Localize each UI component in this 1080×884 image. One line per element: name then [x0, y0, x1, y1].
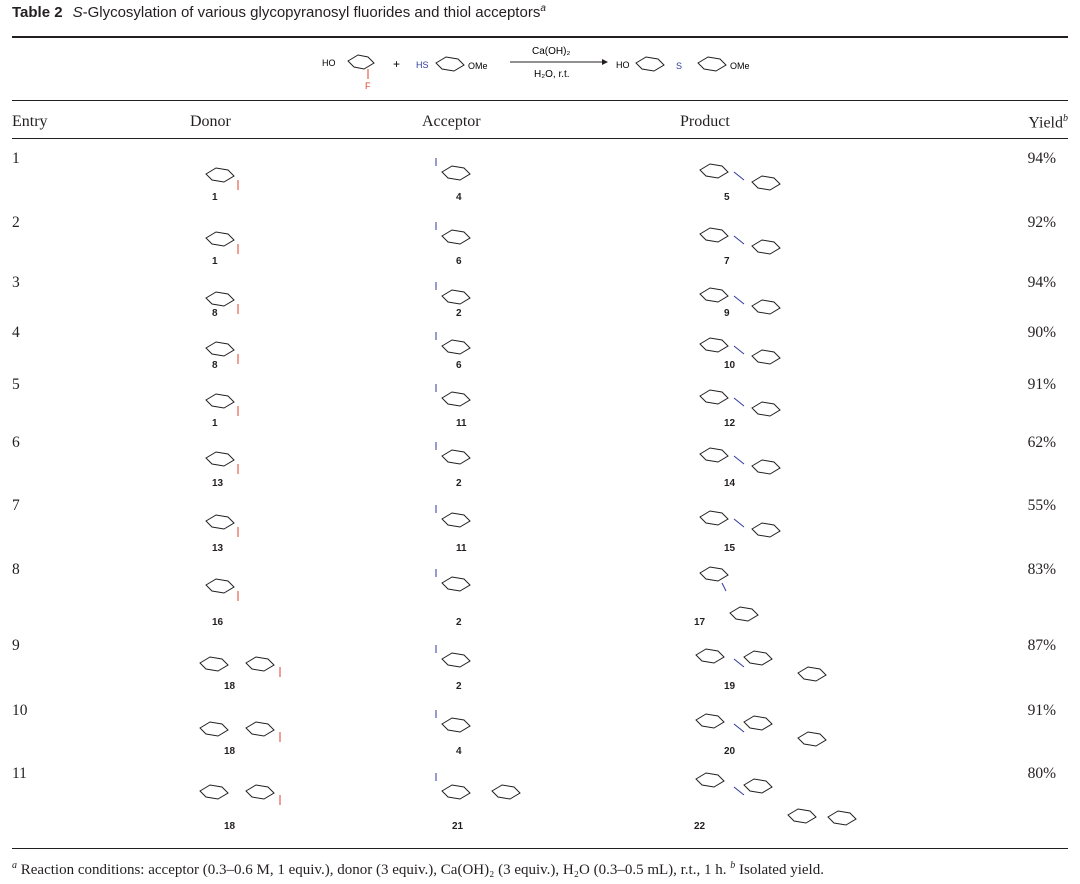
donor-structure	[188, 214, 244, 256]
product-compound-number: 7	[724, 256, 730, 267]
yield-value: 94%	[1027, 150, 1056, 167]
table-label: Table 2	[12, 4, 63, 21]
donor-structure	[188, 376, 244, 418]
donor-structure	[188, 765, 288, 821]
acceptor-compound-number: 6	[456, 360, 462, 371]
acceptor-compound-number: 11	[456, 543, 467, 554]
caption-text: -Glycosylation of various glycopyranosyl fluorides and thiol acceptors	[82, 4, 541, 21]
donor-structure	[188, 274, 244, 308]
table-row	[0, 214, 1080, 270]
product-structure	[678, 765, 848, 825]
scheme-donor-ho: HO	[322, 58, 336, 68]
yield-value: 80%	[1027, 765, 1056, 782]
entry-number: 1	[12, 150, 20, 167]
product-structure	[678, 214, 788, 260]
reaction-scheme	[310, 39, 780, 97]
acceptor-structure	[420, 497, 480, 543]
header-product: Product	[680, 113, 730, 130]
footnote-mark-a: a	[12, 860, 17, 871]
donor-compound-number: 16	[212, 617, 224, 628]
product-structure	[678, 702, 848, 750]
footnote-text-b: Isolated yield.	[738, 862, 824, 878]
product-structure	[678, 637, 848, 685]
scheme-product-s: S	[676, 61, 683, 71]
acceptor-structure	[420, 324, 480, 360]
entry-number: 4	[12, 324, 20, 341]
acceptor-structure	[420, 702, 480, 746]
table-row	[0, 324, 1080, 374]
scheme-reagent-top: Ca(OH)₂	[532, 46, 571, 57]
donor-structure	[188, 561, 244, 617]
yield-value: 91%	[1027, 702, 1056, 719]
header-donor: Donor	[190, 113, 231, 130]
yield-value: 94%	[1027, 274, 1056, 291]
scheme-donor-f: F	[365, 81, 371, 91]
product-structure	[678, 324, 788, 364]
table-row	[0, 702, 1080, 760]
scheme-acceptor-ome: OMe	[468, 61, 488, 71]
scheme-plus: +	[393, 57, 401, 71]
header-rule	[12, 138, 1068, 139]
acceptor-structure	[420, 637, 480, 681]
donor-compound-number: 1	[212, 192, 218, 203]
scheme-donor	[348, 55, 374, 79]
product-structure	[678, 434, 788, 482]
acceptor-compound-number: 2	[456, 478, 462, 489]
donor-compound-number: 13	[212, 478, 224, 489]
scheme-product-ho: HO	[616, 60, 630, 70]
table-footnote	[12, 860, 824, 879]
caption-footnote-mark: a	[540, 3, 546, 14]
table-row	[0, 434, 1080, 492]
donor-compound-number: 1	[212, 418, 218, 429]
table-row	[0, 637, 1080, 695]
header-yield	[1028, 113, 1068, 132]
acceptor-structure	[420, 376, 480, 418]
donor-compound-number: 18	[224, 681, 236, 692]
table-row	[0, 274, 1080, 322]
acceptor-structure	[420, 434, 480, 478]
table-row	[0, 561, 1080, 631]
product-compound-number: 20	[724, 746, 736, 757]
header-entry: Entry	[12, 113, 48, 130]
product-structure	[678, 150, 788, 196]
yield-value: 62%	[1027, 434, 1056, 451]
entry-number: 9	[12, 637, 20, 654]
donor-structure	[188, 637, 288, 681]
top-rule	[12, 36, 1068, 38]
table-row	[0, 765, 1080, 835]
bottom-rule	[12, 848, 1068, 849]
acceptor-compound-number: 2	[456, 617, 462, 628]
entry-number: 2	[12, 214, 20, 231]
product-compound-number: 15	[724, 543, 736, 554]
entry-number: 10	[12, 702, 28, 719]
product-compound-number: 19	[724, 681, 736, 692]
table-row	[0, 497, 1080, 557]
yield-value: 91%	[1027, 376, 1056, 393]
donor-compound-number: 1	[212, 256, 218, 267]
yield-value: 87%	[1027, 637, 1056, 654]
donor-compound-number: 13	[212, 543, 224, 554]
donor-structure	[188, 434, 244, 478]
acceptor-compound-number: 6	[456, 256, 462, 267]
product-compound-number: 9	[724, 308, 730, 319]
product-compound-number: 12	[724, 418, 736, 429]
entry-number: 3	[12, 274, 20, 291]
scheme-acceptor	[436, 57, 464, 71]
header-yield-mark: b	[1063, 113, 1068, 124]
table-row	[0, 376, 1080, 432]
entry-number: 11	[12, 765, 27, 782]
entry-number: 7	[12, 497, 20, 514]
table-caption	[12, 3, 546, 21]
scheme-arrow-head	[602, 59, 608, 65]
header-yield-text: Yield	[1028, 114, 1063, 132]
acceptor-compound-number: 2	[456, 308, 462, 319]
scheme-acceptor-hs: HS	[416, 60, 429, 70]
entry-number: 8	[12, 561, 20, 578]
donor-compound-number: 8	[212, 308, 218, 319]
yield-value: 92%	[1027, 214, 1056, 231]
yield-value: 90%	[1027, 324, 1056, 341]
acceptor-compound-number: 4	[456, 192, 462, 203]
donor-compound-number: 18	[224, 746, 236, 757]
acceptor-compound-number: 11	[456, 418, 467, 429]
header-acceptor: Acceptor	[422, 113, 481, 130]
yield-value: 55%	[1027, 497, 1056, 514]
product-compound-number: 17	[694, 617, 706, 628]
table-row	[0, 150, 1080, 206]
donor-compound-number: 8	[212, 360, 218, 371]
donor-compound-number: 18	[224, 821, 236, 832]
donor-structure	[188, 324, 244, 360]
acceptor-compound-number: 4	[456, 746, 462, 757]
acceptor-structure	[420, 561, 480, 617]
caption-s: S	[72, 4, 83, 21]
acceptor-structure	[420, 150, 480, 192]
product-compound-number: 5	[724, 192, 730, 203]
donor-structure	[188, 150, 244, 192]
product-structure	[678, 561, 788, 621]
product-compound-number: 10	[724, 360, 736, 371]
acceptor-compound-number: 21	[452, 821, 464, 832]
product-structure	[678, 274, 788, 312]
product-structure	[678, 376, 788, 422]
scheme-rule	[12, 100, 1068, 101]
product-compound-number: 22	[694, 821, 706, 832]
yield-value: 83%	[1027, 561, 1056, 578]
donor-structure	[188, 702, 288, 746]
product-structure	[678, 497, 788, 547]
acceptor-structure	[420, 214, 480, 256]
donor-structure	[188, 497, 244, 543]
acceptor-compound-number: 2	[456, 681, 462, 692]
footnote-text-a: Reaction conditions: acceptor (0.3–0.6 M, 1 equiv.), donor (3 equiv.), Ca(OH)₂ (3 equiv.), H₂O (0.3–0.5 mL), r.t., 1 h.	[20, 862, 727, 878]
acceptor-structure	[420, 274, 480, 308]
footnote-mark-b: b	[730, 860, 736, 871]
acceptor-structure	[420, 765, 550, 821]
entry-number: 6	[12, 434, 20, 451]
entry-number: 5	[12, 376, 20, 393]
scheme-reagent-bottom: H₂O, r.t.	[534, 69, 570, 80]
scheme-product-ome: OMe	[730, 61, 750, 71]
product-compound-number: 14	[724, 478, 736, 489]
